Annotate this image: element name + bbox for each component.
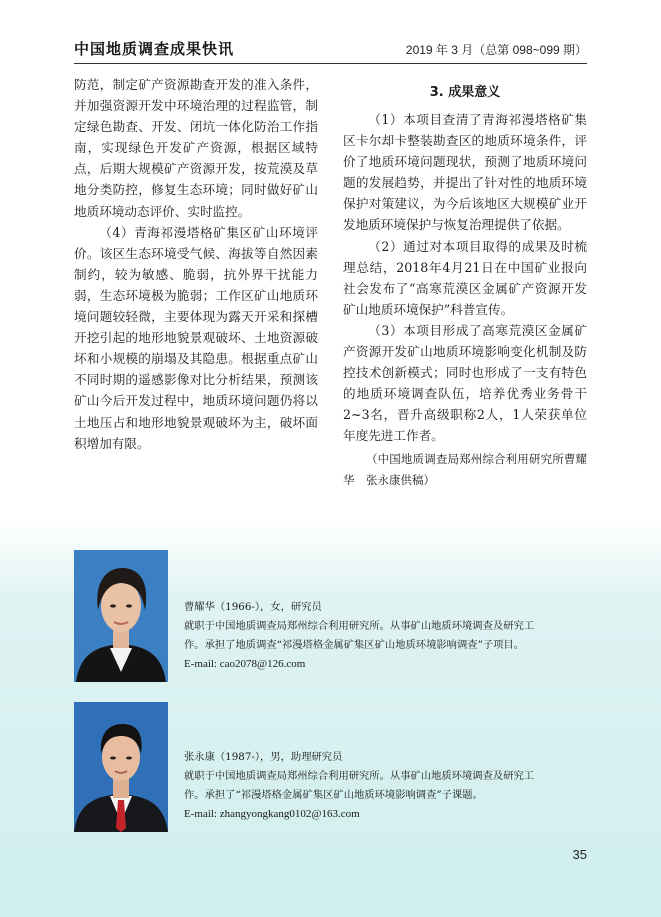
- author-bio-line: 就职于中国地质调查局郑州综合利用研究所。从事矿山地质环境调查及研究工: [184, 770, 535, 782]
- author-bio-line: 就职于中国地质调查局郑州综合利用研究所。从事矿山地质环境调查及研究工: [184, 620, 535, 632]
- author-bio-cao: [184, 598, 604, 674]
- author-email: E-mail: zhangyongkang0102@163.com: [184, 808, 360, 820]
- author-bio-zhang: [184, 748, 604, 824]
- section-heading: 3. 成果意义: [429, 85, 501, 100]
- author-bio-line: 作。承担了地质调查“祁漫塔格金属矿集区矿山地质环境影响调查”子项目。: [184, 639, 525, 651]
- author-name-line: 曹耀华（1966-），女，研究员: [184, 601, 322, 613]
- author-bio-line: 作。承担了“祁漫塔格金属矿集区矿山地质环境影响调查”子课题。: [184, 789, 483, 801]
- author-photo-zhang: [74, 702, 168, 832]
- body-paragraph: （1）本项目查清了青海祁漫塔格矿集区卡尔却卡整装勘查区的地质环境条件，评价了地质环境问题现状，预测了地质环境问题的发展趋势，并提出了针对性的地质环境保护对策建议，为今后该地区大规模矿业开发地质环境保护与恢复治理提供了依据。: [343, 112, 587, 233]
- portrait-woman-icon: [74, 550, 168, 682]
- author-name-line: 张永康（1987-），男，助理研究员: [184, 751, 343, 763]
- body-paragraph: （4）青海祁漫塔格矿集区矿山环境评价。该区生态环境受气候、海拔等自然因素制约，较为敏感、脆弱，抗外界干扰能力弱，生态环境极为脆弱；工作区矿山地质环境问题较轻微，主要体现为露天开采和探槽开挖引起的地形地貌景观破坏、土地资源破坏和小规模的崩塌及其隐患。根据重点矿山不同时期的遥感影像对比分析结果，预测该矿山今后开发过程中，地质环境问题仍将以土地压占和地形地貌景观破坏为主，破坏面积增加有限。: [74, 224, 318, 451]
- portrait-man-icon: [74, 702, 168, 832]
- left-column: [74, 74, 318, 454]
- issue-info: 2019 年 3 月（总第 098~099 期）: [405, 43, 587, 57]
- author-email: E-mail: cao2078@126.com: [184, 658, 306, 670]
- journal-title: 中国地质调查成果快讯: [74, 40, 235, 58]
- author-photo-cao: [74, 550, 168, 682]
- right-column: [343, 74, 587, 491]
- header-divider: [74, 63, 587, 64]
- body-paragraph: （2）通过对本项目取得的成果及时梳理总结，2018年4月21日在中国矿业报向社会发布了“高寒荒漠区金属矿产资源开发矿山地质环境保护”科普宣传。: [343, 238, 587, 317]
- contributor-credit: （中国地质调查局郑州综合利用研究所曹耀华 张永康供稿）: [343, 451, 587, 487]
- body-paragraph: 防范，制定矿产资源勘查开发的准入条件，并加强资源开发中环境治理的过程监管，制定绿色勘查、开发、闭坑一体化防治工作指南，实现绿色开发矿产资源，根据区域特点，后期大规模矿产资源开发，按荒漠及草地分类防控，修复生态环境；同时做好矿山地质环境动态评价、实时监控。: [74, 77, 318, 219]
- body-paragraph: （3）本项目形成了高寒荒漠区金属矿产资源开发矿山地质环境影响变化机制及防控技术创新模式；同时也形成了一支有特色的地质环境调查队伍，培养优秀业务骨干2~3名，晋升高级职称2人，1人荣获单位年度先进工作者。: [343, 322, 587, 444]
- page-number: 35: [572, 847, 587, 862]
